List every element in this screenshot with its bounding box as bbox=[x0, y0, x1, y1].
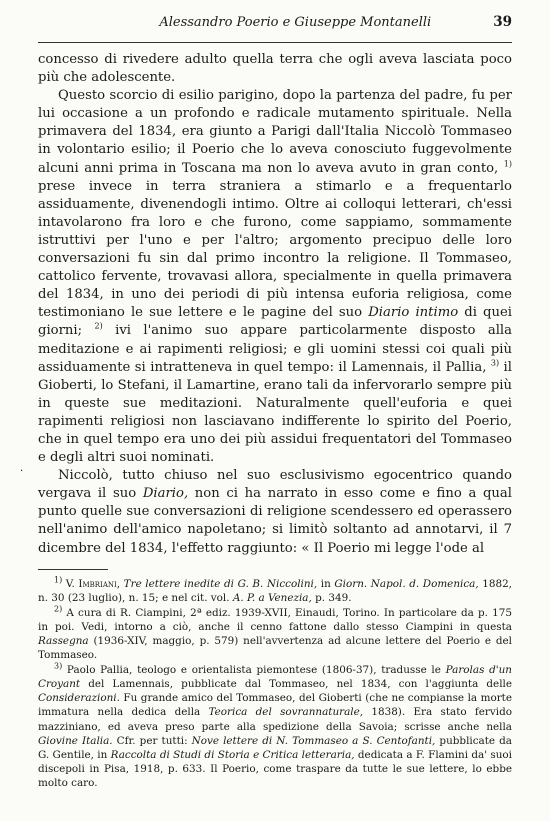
text-run: 1882, n. 30 (23 luglio), n. 15; e nel cit. vol. bbox=[38, 577, 512, 604]
text-run: il Gioberti, lo Stefani, il Lamartine, erano tali da infervorarlo sempre più in queste sue meditazioni. Naturalmente quell'euforia e quei rapimenti religiosi non lasciavano indifferente lo spirito del Poerio, che in quel tempo era uno dei più assidui frequentatori del Tommaseo e degli altri suoi nominati. bbox=[38, 359, 512, 466]
text-run: concesso di rivedere adulto quella terra che ogli aveva lasciata poco più che adolescente. bbox=[38, 52, 512, 86]
text-run: Niccolò, tutto chiuso nel suo esclusivismo egocentrico quando vergava il suo bbox=[38, 468, 512, 502]
text-run: Nove lettere di N. Tommaseo a S. Centofanti, bbox=[191, 734, 436, 747]
text-run: Parolas d'un Croyant bbox=[38, 664, 512, 691]
main-text bbox=[38, 51, 512, 558]
footnote-marker: 2) bbox=[94, 322, 103, 332]
text-run: Diario intimo bbox=[368, 305, 459, 321]
text-run: Imbriani, bbox=[78, 577, 121, 590]
text-run: prese invece in terra straniera a stimarlo e a frequentarlo assiduamente, divenendogli intimo. Oltre ai colloqui letterari, ch'essi intavolarono fra loro e che furono, come sappiamo, sommamente istruttivi per l'uno e per l'altro; argomento precipuo delle loro conversazioni fu sin dal primo incontro la religione. Il Tommaseo, cattolico fervente, trovavasi allora, specialmente in quella primavera del 1834, in uno dei periodi di più intensa euforia religiosa, come testimoniano le sue lettere e le pagine del suo bbox=[38, 178, 512, 321]
text-run: pubblicate da G. Gentile, in bbox=[38, 734, 512, 761]
page-header bbox=[38, 14, 512, 38]
text-run: (1936-XIV, maggio, p. 579) nell'avvertenza ad alcune lettere del Poerio e del Tommaseo. bbox=[38, 635, 512, 662]
text-run: Tre lettere inedite di G. B. Niccolini, bbox=[123, 577, 318, 590]
text-run: A cura di R. Ciampini, 2ª ediz. 1939-XVII, Einaudi, Torino. In particolare da p. 175 in poi. Vedi, intorno a ciò, anche il cenno fattone dallo stesso Ciampini in questa bbox=[38, 606, 512, 633]
page-number: 39 bbox=[493, 14, 512, 30]
text-run: Paolo Pallia, teologo e orientalista piemontese (1806-37), tradusse le bbox=[62, 664, 446, 677]
footnote bbox=[38, 606, 512, 662]
text-run: V. bbox=[62, 577, 79, 590]
body-paragraph bbox=[38, 51, 512, 87]
text-run: dedicata a F. Flamini da' suoi discepoli in Pisa, 1918, p. 633. Il Poerio, come traspare da tutte le sue lettere, lo ebbe molto caro. bbox=[38, 748, 512, 789]
text-run: 1838). Era stato fervido mazziniano, ed aveva preso parte alla spedizione della Savoia; scrisse anche nella bbox=[38, 706, 512, 733]
footnote bbox=[38, 577, 512, 605]
text-run: Questo scorcio di esilio parigino, dopo la partenza del padre, fu per lui occasione a un profondo e radicale mutamento spirituale. Nella primavera del 1834, era giunto a Parigi dall'Italia Niccolò Tommaseo in volontario esilio; il Poerio che lo aveva conosciuto fuggevolmente alcuni anni prima in Toscana ma non lo aveva avuto in gran conto, bbox=[38, 88, 512, 176]
text-run: del Lamennais, pubblicate dal Tommaseo, nel 1834, con l'aggiunta delle bbox=[80, 678, 512, 691]
text-run: di quei giorni; bbox=[38, 305, 512, 339]
footnote-marker: 3) bbox=[54, 661, 63, 671]
text-run: Fu grande amico del Tommaseo, del Gioberti (che ne compianse la morte immatura nella dedica della bbox=[38, 692, 512, 719]
footnote-marker: 2) bbox=[54, 604, 63, 614]
text-run: Giorn. Napol. d. Domenica, bbox=[334, 577, 479, 590]
text-run: ivi l'animo suo appare particolarmente disposto alla meditazione e ai rapimenti religiosi; e gli uomini stessi coi quali più assiduamente si intratteneva in quel tempo: il Lamennais, il Pallia, bbox=[38, 323, 512, 375]
text-run: Raccolta di Studi di Storia e Critica letteraria, bbox=[110, 748, 355, 761]
footnote-marker: 3) bbox=[490, 358, 500, 368]
body-paragraph bbox=[38, 87, 512, 467]
text-run: p. 349. bbox=[311, 591, 352, 604]
text-run: non ci ha narrato in esso come e fino a qual punto quelle sue conversazioni di religione scendessero ed operassero nell'animo dell'amico napoletano; si limitò soltanto ad annotarvi, il 7 dicembre del 1834, l'effetto raggiunto: « Il Poerio mi legge l'ode al bbox=[38, 486, 512, 556]
footnotes bbox=[38, 577, 512, 790]
body-paragraph bbox=[38, 467, 512, 557]
text-run: Diario, bbox=[142, 486, 189, 502]
text-run: in bbox=[317, 577, 335, 590]
text-run: A. P. a Venezia, bbox=[232, 591, 312, 604]
footnote-rule bbox=[38, 569, 108, 570]
text-run: Cfr. per tutti: bbox=[112, 734, 192, 747]
margin-speck: · bbox=[20, 466, 24, 477]
text-run: Teorica del sovrannaturale, bbox=[208, 706, 364, 719]
text-run: Considerazioni. bbox=[38, 692, 120, 705]
footnote-marker: 1) bbox=[54, 575, 63, 585]
text-run: Rassegna bbox=[38, 635, 89, 647]
footnote bbox=[38, 663, 512, 790]
header-rule bbox=[38, 42, 512, 43]
running-title: Alessandro Poerio e Giuseppe Montanelli bbox=[159, 15, 432, 30]
text-run: Giovine Italia. bbox=[38, 734, 113, 747]
footnote-marker: 1) bbox=[503, 159, 512, 169]
